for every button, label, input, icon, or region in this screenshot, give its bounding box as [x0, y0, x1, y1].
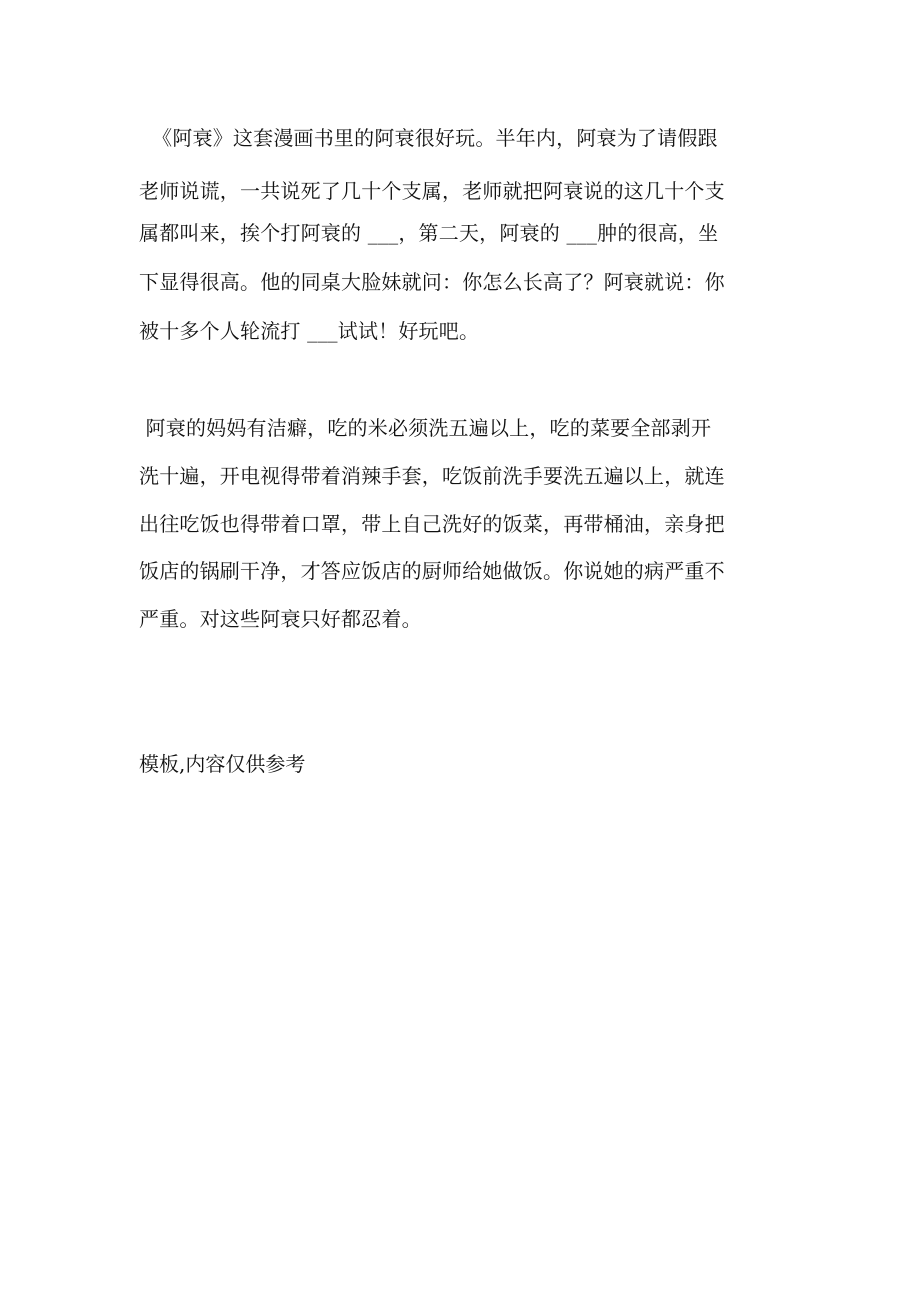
paragraph-2-line-3: 出往吃饭也得带着口罩，带上自己洗好的饭菜，再带桶油，亲身把: [139, 512, 725, 536]
paragraph-2-line-1: 阿衰的妈妈有洁癖，吃的米必须洗五遍以上，吃的菜要全部剥开: [139, 416, 712, 440]
footer-note: 模板,内容仅供参考: [139, 752, 306, 776]
paragraph-1-line-4: 下显得很高。他的同桌大脸妹就问：你怎么长高了？阿衰就说：你: [139, 270, 725, 294]
paragraph-2-line-2: 洗十遍，开电视得带着消辣手套，吃饭前洗手要洗五遍以上，就连: [139, 464, 725, 488]
paragraph-1-line-1: 《阿衰》这套漫画书里的阿衰很好玩。半年内，阿衰为了请假跟: [139, 126, 718, 150]
paragraph-2-line-5: 严重。对这些阿衰只好都忍着。: [139, 607, 422, 631]
paragraph-1-line-5: 被十多个人轮流打 ___试试！好玩吧。: [139, 319, 480, 343]
paragraph-2-line-4: 饭店的锅刷干净，才答应饭店的厨师给她做饭。你说她的病严重不: [139, 559, 725, 583]
paragraph-1-line-3: 属都叫来，挨个打阿衰的 ___，第二天，阿衰的 ___肿的很高，坐: [139, 221, 719, 245]
paragraph-1-line-2: 老师说谎，一共说死了几十个支属，老师就把阿衰说的这几十个支: [139, 179, 725, 203]
